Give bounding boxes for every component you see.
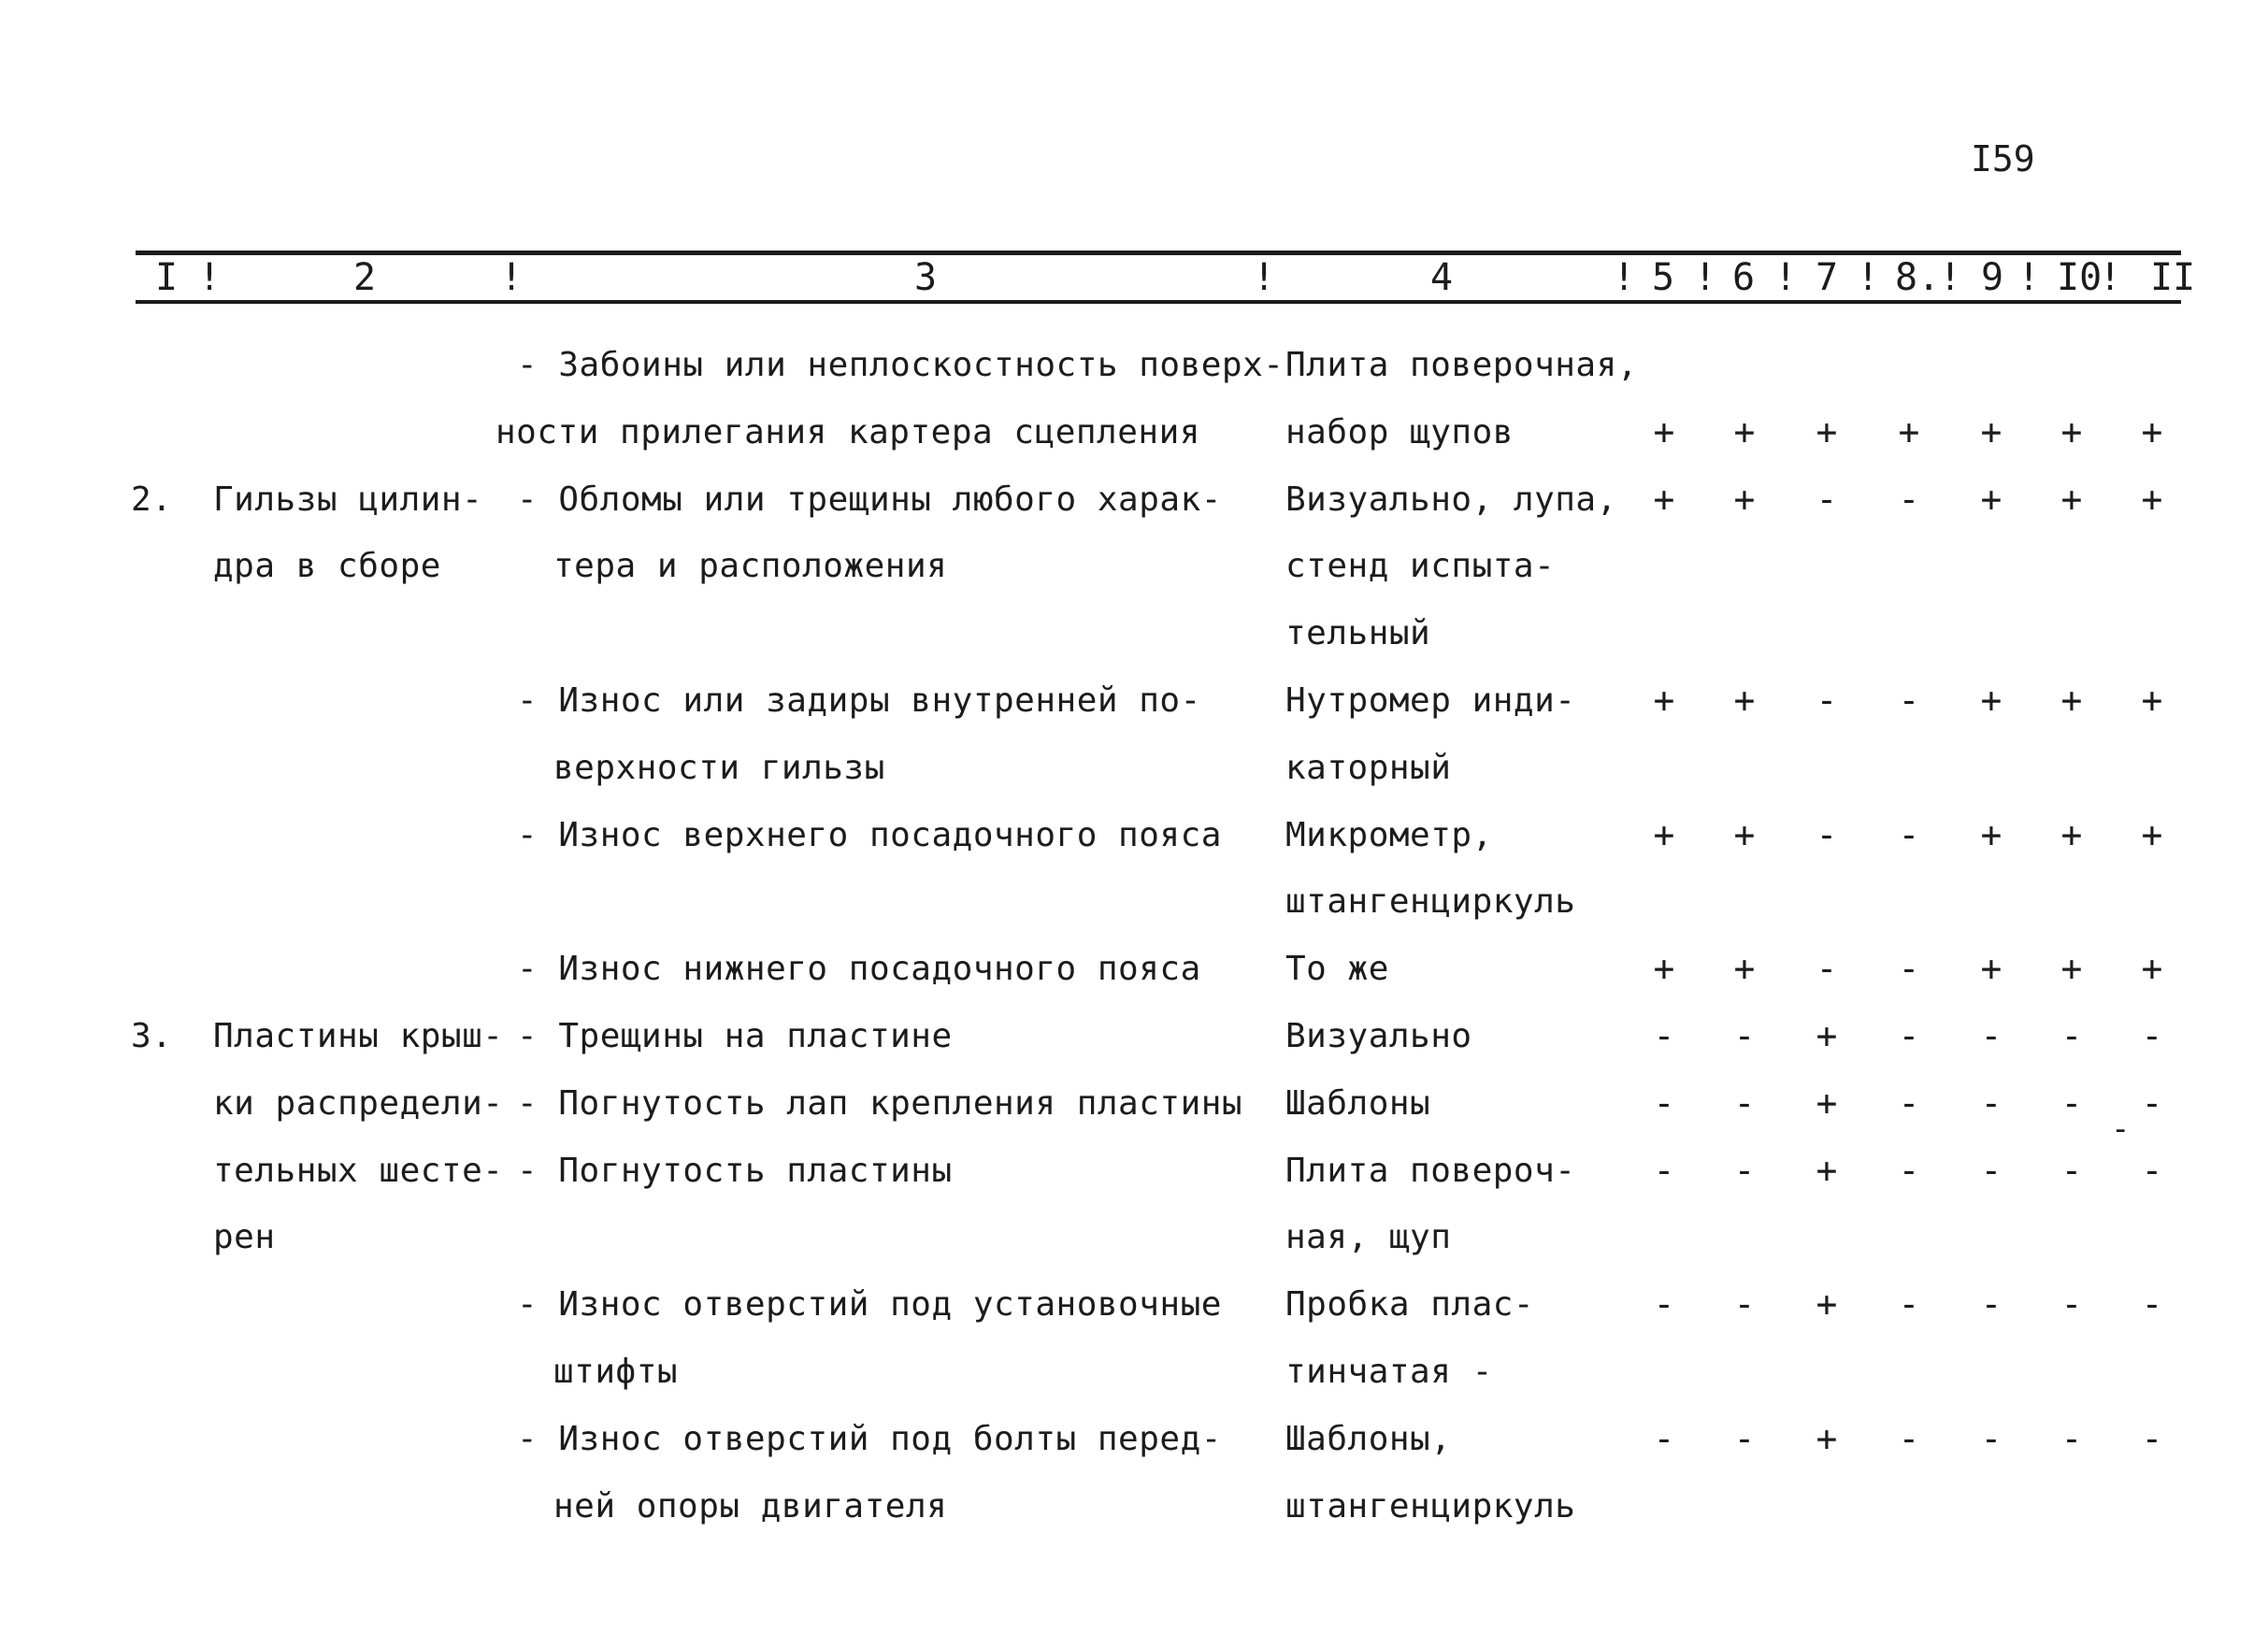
mark-col-11: - [2141, 1082, 2163, 1124]
mark-col-7: + [1816, 1015, 1838, 1056]
mark-col-9: - [1980, 1417, 2002, 1459]
mark-col-6: - [1733, 1149, 1756, 1191]
row-number: 3. [131, 1017, 173, 1055]
header-separator: ! [500, 256, 524, 299]
mark-col-11: - [2141, 1015, 2163, 1056]
mark-col-6: + [1733, 813, 1756, 855]
part-name: дра в сборе [213, 547, 441, 586]
method-text: То же [1285, 950, 1389, 989]
mark-col-5: - [1653, 1015, 1675, 1056]
method-text: каторный [1285, 748, 1452, 787]
defect-text: - Износ или задиры внутренней по- [517, 681, 1201, 720]
mark-col-11: - [2141, 1283, 2163, 1325]
mark-col-7: - [1816, 813, 1838, 855]
mark-col-7: + [1816, 1082, 1838, 1124]
mark-col-5: + [1653, 813, 1675, 855]
mark-col-8: - [1898, 1283, 1920, 1325]
mark-col-10: + [2060, 478, 2083, 520]
method-text: Шаблоны [1285, 1083, 1431, 1123]
mark-col-8: - [1898, 1082, 1920, 1124]
mark-col-7: - [1816, 680, 1838, 721]
header-col-6: 6 [1732, 256, 1756, 299]
mark-col-8: - [1898, 1015, 1920, 1056]
mark-col-11: + [2141, 813, 2163, 855]
header-separator: ! [198, 256, 222, 299]
defect-text: - Трещины на пластине [517, 1017, 953, 1055]
part-name: тельных шесте- [213, 1151, 504, 1190]
mark-col-9: - [1980, 1015, 2002, 1056]
header-separator: ! [2017, 256, 2041, 299]
mark-col-9: + [1980, 410, 2002, 452]
header-bottom-rule [136, 300, 2181, 304]
mark-col-9: + [1980, 813, 2002, 855]
part-name: ки распредели- [213, 1083, 504, 1123]
method-text: штангенциркуль [1285, 882, 1576, 922]
page-number: I59 [1971, 138, 2035, 179]
method-text: Плита повероч- [1285, 1151, 1576, 1190]
mark-col-11: + [2141, 680, 2163, 721]
mark-col-10: - [2060, 1283, 2083, 1325]
mark-col-8: - [1898, 680, 1920, 721]
defect-text: - Износ верхнего посадочного пояса [517, 815, 1222, 854]
mark-col-11: - [2141, 1417, 2163, 1459]
defect-text: штифты [553, 1353, 679, 1391]
stray-dash: - [2111, 1110, 2131, 1148]
mark-col-6: - [1733, 1417, 1756, 1459]
mark-col-10: + [2060, 410, 2083, 452]
mark-col-7: + [1816, 1149, 1838, 1191]
defect-text: верхности гильзы [553, 748, 885, 787]
defect-text: - Обломы или трещины любого харак- [517, 480, 1222, 519]
method-text: стенд испыта- [1285, 547, 1556, 586]
header-col-1: I [155, 256, 179, 299]
method-text: Нутромер инди- [1285, 681, 1576, 720]
mark-col-9: + [1980, 948, 2002, 990]
header-separator: ! [1774, 256, 1798, 299]
mark-col-8: - [1898, 948, 1920, 990]
method-text: тинчатая - [1285, 1353, 1493, 1391]
mark-col-10: - [2060, 1417, 2083, 1459]
header-col-8: 8. [1895, 256, 1941, 299]
method-text: набор щупов [1285, 412, 1514, 451]
header-col-2: 2 [353, 256, 377, 299]
header-col-5: 5 [1652, 256, 1675, 299]
header-col-7: 7 [1816, 256, 1839, 299]
defect-text: тера и расположения [553, 547, 948, 586]
mark-col-11: + [2141, 948, 2163, 990]
mark-col-6: + [1733, 948, 1756, 990]
mark-col-6: + [1733, 478, 1756, 520]
defect-text: - Забоины или неплоскостность поверх- [517, 346, 1285, 384]
mark-col-5: + [1653, 478, 1675, 520]
header-col-10: I0 [2057, 256, 2103, 299]
header-col-9: 9 [1981, 256, 2004, 299]
method-text: ная, щуп [1285, 1218, 1452, 1257]
mark-col-5: + [1653, 680, 1675, 721]
mark-col-9: - [1980, 1283, 2002, 1325]
mark-col-5: - [1653, 1417, 1675, 1459]
mark-col-10: - [2060, 1015, 2083, 1056]
method-text: тельный [1285, 614, 1431, 653]
part-name: Гильзы цилин- [213, 480, 483, 519]
defect-text: - Износ отверстий под установочные [517, 1285, 1222, 1325]
mark-col-7: - [1816, 948, 1838, 990]
row-number: 2. [131, 480, 173, 519]
mark-col-9: + [1980, 478, 2002, 520]
mark-col-8: - [1898, 478, 1920, 520]
mark-col-6: - [1733, 1082, 1756, 1124]
mark-col-7: - [1816, 478, 1838, 520]
mark-col-10: + [2060, 948, 2083, 990]
mark-col-8: - [1898, 1149, 1920, 1191]
header-col-3: 3 [914, 256, 938, 299]
mark-col-5: - [1653, 1283, 1675, 1325]
header-col-11: II [2150, 256, 2196, 299]
method-text: Микрометр, [1285, 815, 1493, 854]
header-col-4: 4 [1430, 256, 1454, 299]
mark-col-6: - [1733, 1015, 1756, 1056]
defect-text: - Износ отверстий под болты перед- [517, 1419, 1222, 1458]
mark-col-8: + [1898, 410, 1920, 452]
mark-col-5: - [1653, 1082, 1675, 1124]
mark-col-7: + [1816, 1283, 1838, 1325]
mark-col-10: - [2060, 1082, 2083, 1124]
mark-col-6: + [1733, 410, 1756, 452]
defect-text: - Погнутость пластины [517, 1151, 953, 1190]
mark-col-5: + [1653, 410, 1675, 452]
mark-col-8: - [1898, 1417, 1920, 1459]
mark-col-6: + [1733, 680, 1756, 721]
method-text: Шаблоны, [1285, 1419, 1452, 1458]
mark-col-10: + [2060, 680, 2083, 721]
header-separator: ! [2099, 256, 2122, 299]
header-separator: ! [1253, 256, 1276, 299]
mark-col-10: + [2060, 813, 2083, 855]
mark-col-7: + [1816, 410, 1838, 452]
method-text: Визуально, лупа, [1285, 480, 1617, 519]
header-top-rule [136, 251, 2181, 255]
header-separator: ! [1939, 256, 1962, 299]
method-text: Плита поверочная, [1285, 346, 1638, 384]
mark-col-6: - [1733, 1283, 1756, 1325]
mark-col-11: - [2141, 1149, 2163, 1191]
method-text: Пробка плас- [1285, 1285, 1535, 1325]
mark-col-11: + [2141, 478, 2163, 520]
mark-col-5: - [1653, 1149, 1675, 1191]
method-text: штангенциркуль [1285, 1486, 1576, 1526]
mark-col-8: - [1898, 813, 1920, 855]
defect-text: - Износ нижнего посадочного пояса [517, 950, 1201, 989]
defect-text: ней опоры двигателя [553, 1486, 948, 1526]
part-name: Пластины крыш- [213, 1017, 504, 1055]
defect-text: - Погнутость лап крепления пластины [517, 1083, 1243, 1123]
mark-col-10: - [2060, 1149, 2083, 1191]
mark-col-11: + [2141, 410, 2163, 452]
mark-col-5: + [1653, 948, 1675, 990]
header-separator: ! [1613, 256, 1636, 299]
method-text: Визуально [1285, 1017, 1472, 1055]
mark-col-9: + [1980, 680, 2002, 721]
part-name: рен [213, 1218, 276, 1257]
header-separator: ! [1694, 256, 1717, 299]
header-separator: ! [1857, 256, 1880, 299]
defect-text: ности прилегания картера сцепления [495, 412, 1200, 451]
mark-col-7: + [1816, 1417, 1838, 1459]
mark-col-9: - [1980, 1082, 2002, 1124]
mark-col-9: - [1980, 1149, 2002, 1191]
